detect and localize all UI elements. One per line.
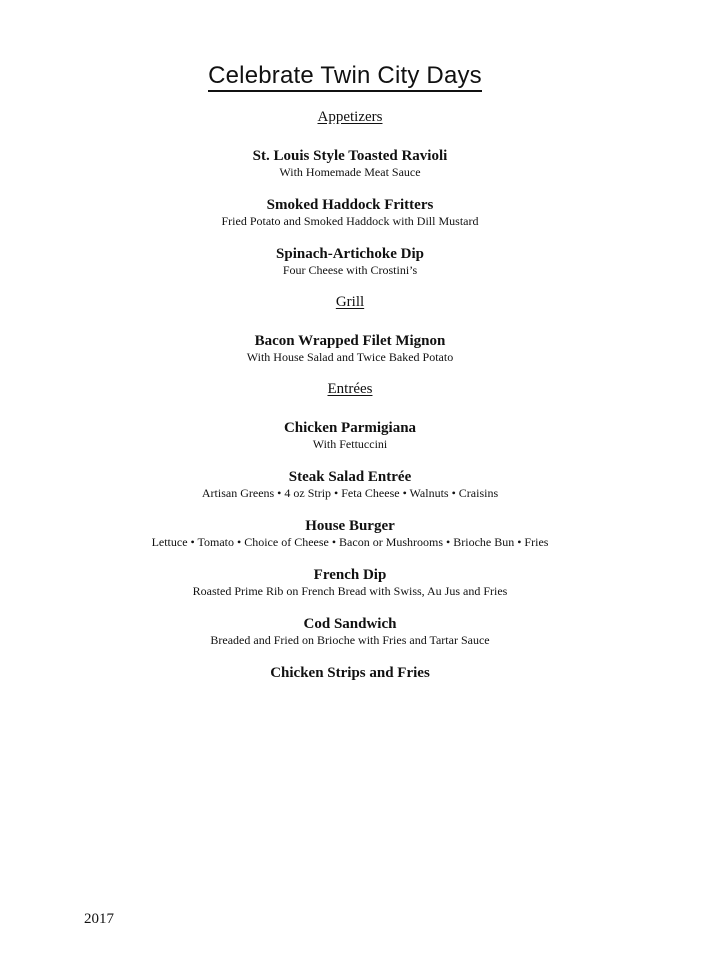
- year-footer: 2017: [84, 911, 114, 927]
- item-name: Chicken Parmigiana: [283, 420, 417, 436]
- menu-item: [0, 419, 700, 452]
- menu-item: [0, 566, 700, 599]
- item-description: Four Cheese with Crostini’s: [282, 263, 418, 277]
- item-name: Smoked Haddock Fritters: [266, 197, 434, 213]
- item-name: Spinach-Artichoke Dip: [276, 246, 424, 262]
- section-heading: Grill: [335, 294, 365, 310]
- section-heading: Appetizers: [317, 109, 383, 125]
- item-name: House Burger: [305, 518, 395, 534]
- section-entrees: [0, 380, 700, 682]
- item-description: Roasted Prime Rib on French Bread with Swiss, Au Jus and Fries: [192, 584, 508, 598]
- menu-item: [0, 147, 700, 180]
- item-name: French Dip: [313, 567, 387, 583]
- item-name: Cod Sandwich: [303, 616, 397, 632]
- menu-item: [0, 196, 700, 229]
- menu-item: [0, 332, 700, 365]
- item-description: Breaded and Fried on Brioche with Fries and Tartar Sauce: [210, 633, 490, 647]
- item-description: Lettuce • Tomato • Choice of Cheese • Bacon or Mushrooms • Brioche Bun • Fries: [151, 535, 549, 549]
- menu-item: [0, 468, 700, 501]
- item-description: Artisan Greens • 4 oz Strip • Feta Cheese • Walnuts • Craisins: [201, 486, 499, 500]
- item-name: Chicken Strips and Fries: [270, 665, 430, 681]
- section-grill: [0, 293, 700, 365]
- menu-content: [0, 108, 700, 698]
- item-name: Bacon Wrapped Filet Mignon: [254, 333, 446, 349]
- page-title: Celebrate Twin City Days: [0, 62, 690, 90]
- item-description: With House Salad and Twice Baked Potato: [246, 350, 454, 364]
- section-appetizers: [0, 108, 700, 278]
- item-description: With Fettuccini: [312, 437, 388, 451]
- item-description: With Homemade Meat Sauce: [279, 165, 421, 179]
- menu-item: [0, 664, 700, 682]
- item-name: St. Louis Style Toasted Ravioli: [252, 148, 448, 164]
- menu-item: [0, 245, 700, 278]
- menu-item: [0, 517, 700, 550]
- section-heading: Entrées: [327, 381, 373, 397]
- item-description: Fried Potato and Smoked Haddock with Dill Mustard: [221, 214, 479, 228]
- item-name: Steak Salad Entrée: [288, 469, 412, 485]
- menu-item: [0, 615, 700, 648]
